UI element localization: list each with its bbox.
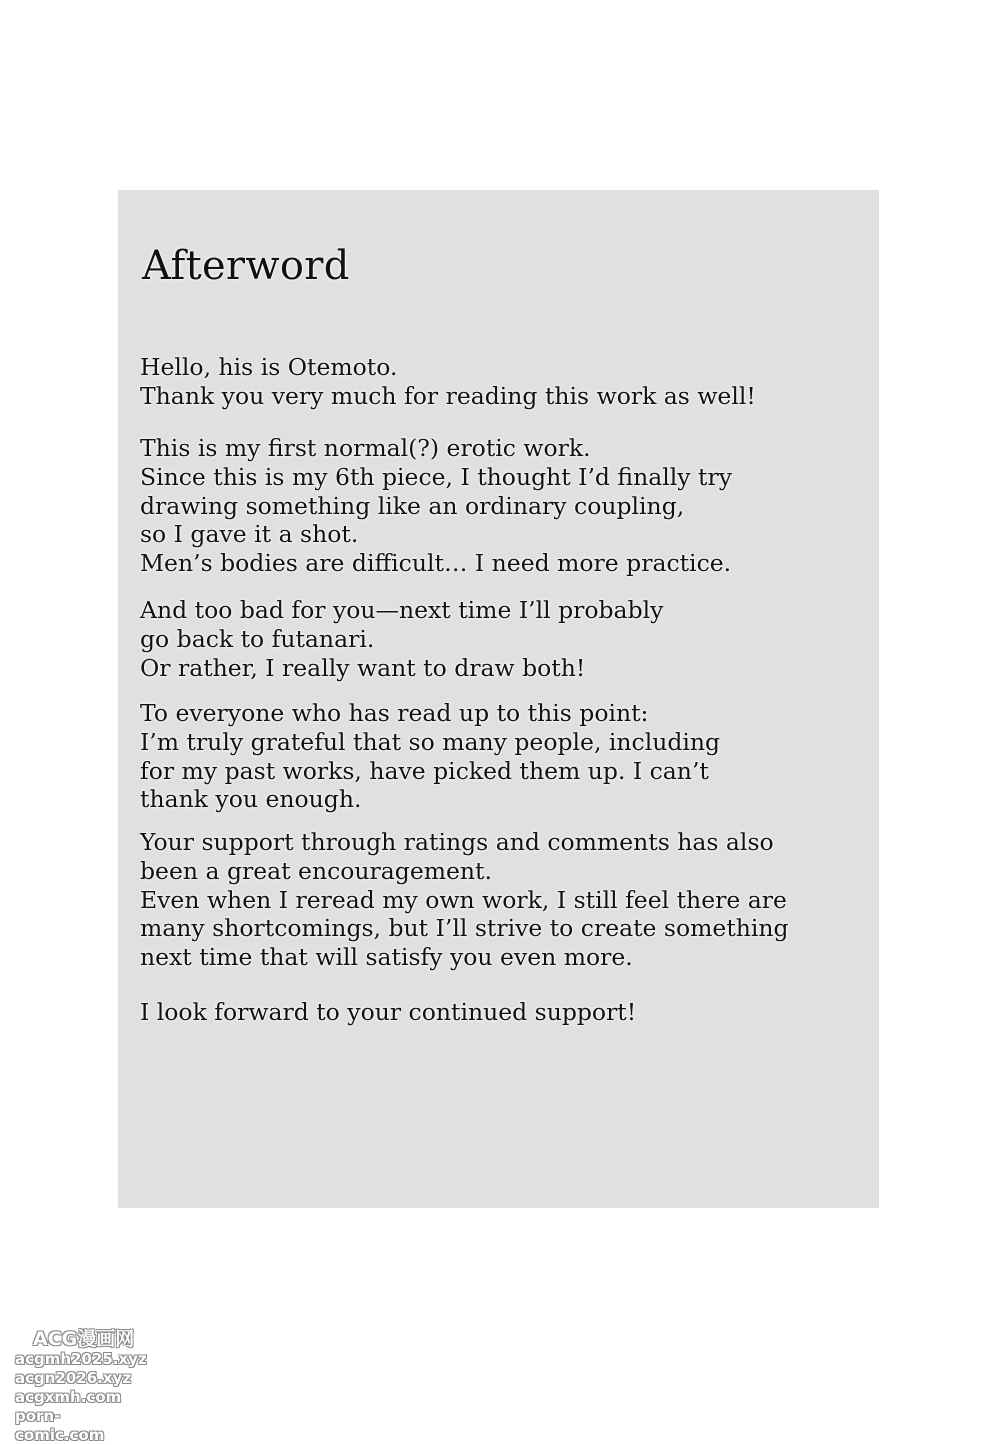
text-line: And too bad for you—next time I’ll probably (140, 596, 664, 624)
watermark-brand: ACG漫画网 (33, 1328, 135, 1350)
watermark-domain: acgmh2025.xyz (15, 1350, 147, 1368)
text-line: many shortcomings, but I’ll strive to create something (140, 914, 789, 943)
afterword-panel (118, 190, 879, 1208)
text-line: Men’s bodies are difficult… I need more practice. (140, 549, 732, 578)
text-line: drawing something like an ordinary coupling, (140, 491, 685, 520)
page-title: Afterword (142, 243, 350, 289)
text-line: To everyone who has read up to this point: (140, 699, 649, 727)
paragraph-greeting (140, 353, 756, 411)
paragraph-next-time (140, 596, 663, 682)
paragraph-closing (140, 998, 636, 1027)
watermark-domain: acgn2026.xyz (15, 1369, 132, 1387)
text-line: Hello, his is Otemoto. (140, 353, 398, 381)
text-line: I’m truly grateful that so many people, including (140, 727, 721, 756)
site-watermark (15, 1328, 145, 1445)
paragraph-support (140, 828, 789, 972)
text-line: Thank you very much for reading this work as well! (140, 381, 756, 410)
text-line: Since this is my 6th piece, I thought I’d finally try (140, 462, 732, 491)
text-line: Or rather, I really want to draw both! (140, 653, 586, 682)
text-line: thank you enough. (140, 785, 362, 814)
paragraph-first-work (140, 434, 732, 578)
text-line: go back to futanari. (140, 624, 375, 653)
text-line: Even when I reread my own work, I still feel there are (140, 885, 787, 914)
watermark-domain: porn-comic.com (15, 1407, 105, 1444)
text-line: next time that will satisfy you even more. (140, 943, 633, 972)
text-line: Your support through ratings and comments has also (140, 828, 774, 856)
watermark-domain: acgxmh.com (15, 1388, 122, 1406)
text-line: so I gave it a shot. (140, 520, 359, 549)
text-line: This is my first normal(?) erotic work. (140, 434, 591, 462)
text-line: been a great encouragement. (140, 856, 492, 885)
paragraph-gratitude (140, 699, 720, 814)
text-line: I look forward to your continued support! (140, 998, 637, 1026)
text-line: for my past works, have picked them up. I can’t (140, 756, 709, 785)
